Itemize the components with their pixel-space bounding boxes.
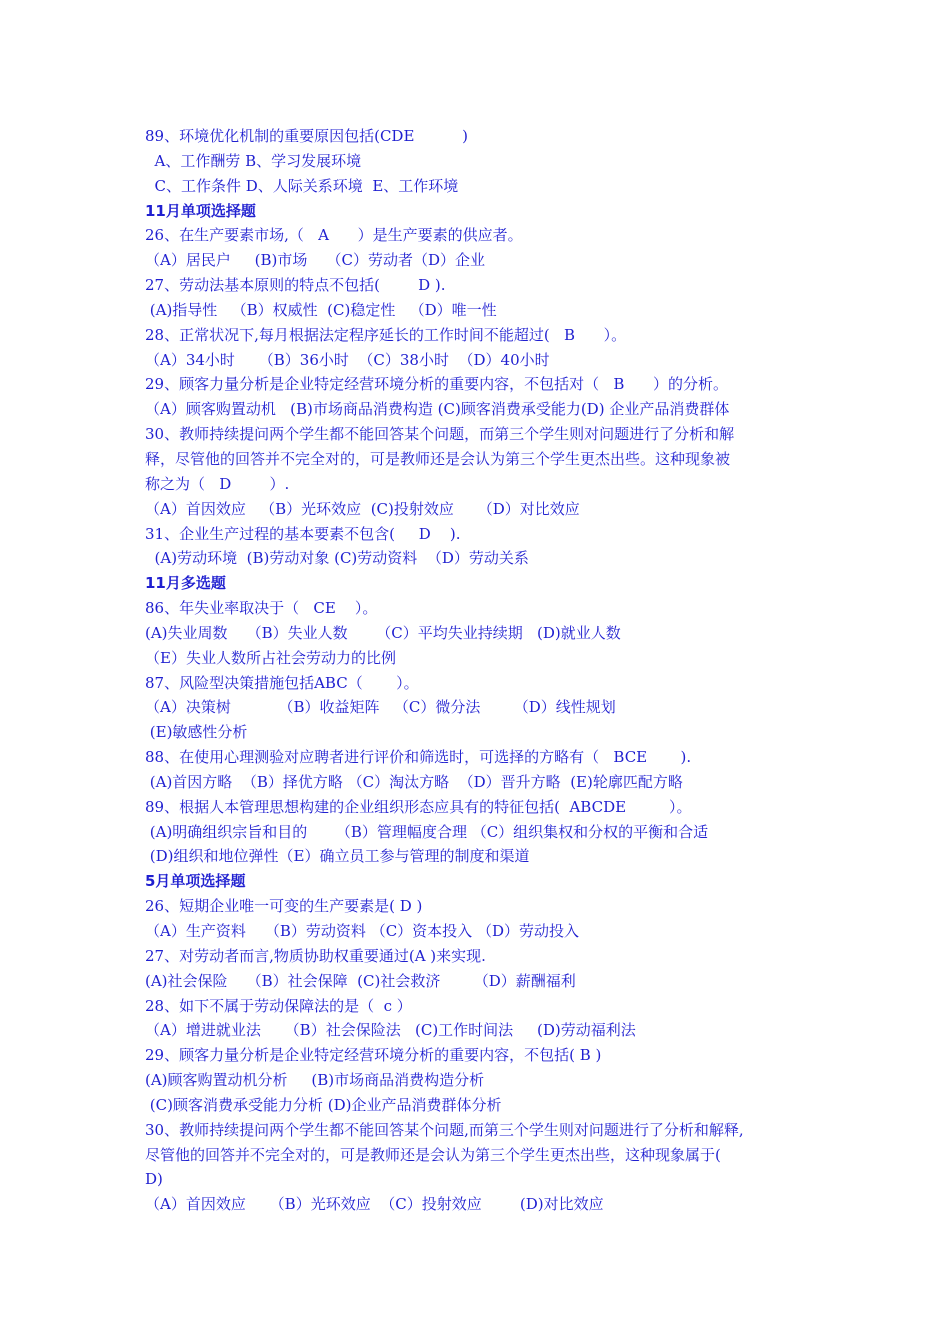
section-heading-nov-multiple-choice: 11月多选题 bbox=[145, 574, 226, 593]
question-86-text: 86、年失业率取决于（ CE ）。 bbox=[145, 599, 378, 618]
question-89-options-abc: (A)明确组织宗旨和目的 （B）管理幅度合理 （C）组织集权和分权的平衡和合适 bbox=[145, 822, 709, 841]
question-30-nov-options: （A）首因效应 （B）光环效应 (C)投射效应 （D）对比效应 bbox=[145, 499, 580, 518]
question-27-nov-text: 27、劳动法基本原则的特点不包括( D ). bbox=[145, 276, 446, 295]
question-89-text: 89、根据人本管理思想构建的企业组织形态应具有的特征包括( ABCDE ）。 bbox=[145, 797, 692, 816]
section-heading-nov-single-choice: 11月单项选择题 bbox=[145, 201, 256, 220]
question-30-nov-text-3: 称之为（ D ）. bbox=[145, 474, 290, 493]
question-29-may-options-ab: (A)顾客购置动机分析 (B)市场商品消费构造分析 bbox=[145, 1071, 485, 1090]
question-88-text: 88、在使用心理测验对应聘者进行评价和筛选时，可选择的方略有（ BCE ). bbox=[145, 748, 692, 767]
question-89-options-de: (D)组织和地位弹性（E）确立员工参与管理的制度和渠道 bbox=[145, 847, 530, 866]
question-28-may-options: （A）增进就业法 （B）社会保险法 (C)工作时间法 (D)劳动福利法 bbox=[145, 1021, 636, 1040]
question-29-nov-text: 29、顾客力量分析是企业特定经营环境分析的重要内容，不包括对（ B ）的分析。 bbox=[145, 375, 729, 394]
question-89-env-options-cde: C、工作条件 D、人际关系环境 E、工作环境 bbox=[145, 176, 459, 195]
question-87-text: 87、风险型决策措施包括ABC（ ）。 bbox=[145, 673, 419, 692]
question-29-may-options-cd: (C)顾客消费承受能力分析 (D)企业产品消费群体分析 bbox=[145, 1095, 502, 1114]
question-28-nov-options: （A）34小时 （B）36小时 （C）38小时 （D）40小时 bbox=[145, 350, 550, 369]
question-87-option-e: (E)敏感性分析 bbox=[145, 723, 248, 742]
question-27-may-text: 27、对劳动者而言,物质协助权重要通过(A )来实现. bbox=[145, 946, 486, 965]
question-29-may-text: 29、顾客力量分析是企业特定经营环境分析的重要内容，不包括( B ) bbox=[145, 1046, 602, 1065]
section-heading-may-single-choice: 5月单项选择题 bbox=[145, 872, 246, 891]
question-29-nov-options: （A）顾客购置动机 (B)市场商品消费构造 (C)顾客消费承受能力(D) 企业产品消费群体 bbox=[145, 400, 730, 419]
document-page bbox=[145, 124, 825, 1217]
question-30-may-options: （A）首因效应 （B）光环效应 （C）投射效应 (D)对比效应 bbox=[145, 1195, 604, 1214]
question-26-may-options: （A）生产资料 （B）劳动资料 （C）资本投入 （D）劳动投入 bbox=[145, 922, 579, 940]
question-27-nov-options: (A)指导性 （B）权威性 (C)稳定性 （D）唯一性 bbox=[145, 300, 497, 319]
question-31-nov-options: (A)劳动环境 (B)劳动对象 (C)劳动资料 （D）劳动关系 bbox=[145, 549, 529, 568]
question-26-may-text: 26、短期企业唯一可变的生产要素是( D ) bbox=[145, 897, 423, 916]
question-26-nov-options: （A）居民户 (B)市场 （C）劳动者（D）企业 bbox=[145, 251, 485, 270]
question-31-nov-text: 31、企业生产过程的基本要素不包含( D ). bbox=[145, 524, 461, 543]
question-26-nov-text: 26、在生产要素市场,（ A ）是生产要素的供应者。 bbox=[145, 226, 523, 245]
question-88-options: (A)首因方略 （B）择优方略 （C）淘汰方略 （D）晋升方略 (E)轮廓匹配方略 bbox=[145, 772, 683, 791]
question-30-nov-text-2: 释，尽管他的回答并不完全对的，可是教师还是会认为第三个学生更杰出些。这种现象被 bbox=[145, 449, 731, 468]
question-30-may-text-3: D) bbox=[145, 1170, 163, 1189]
question-30-may-text-1: 30、教师持续提问两个学生都不能回答某个问题,而第三个学生则对问题进行了分析和解释, bbox=[145, 1120, 744, 1139]
question-86-option-e: （E）失业人数所占社会劳动力的比例 bbox=[145, 648, 396, 667]
question-30-may-text-2: 尽管他的回答并不完全对的，可是教师还是会认为第三个学生更杰出些，这种现象属于( bbox=[145, 1145, 721, 1164]
question-89-env-options-ab: A、工作酬劳 B、学习发展环境 bbox=[145, 151, 362, 170]
question-28-nov-text: 28、正常状况下,每月根据法定程序延长的工作时间不能超过( B ）。 bbox=[145, 325, 627, 344]
question-89-env-text: 89、环境优化机制的重要原因包括(CDE ) bbox=[145, 127, 468, 145]
question-30-nov-text-1: 30、教师持续提问两个学生都不能回答某个问题，而第三个学生则对问题进行了分析和解 bbox=[145, 425, 735, 444]
question-27-may-options: (A)社会保险 （B）社会保障 (C)社会救济 （D）薪酬福利 bbox=[145, 971, 576, 990]
question-28-may-text: 28、如下不属于劳动保障法的是（ c ） bbox=[145, 996, 412, 1015]
question-87-options-abcd: （A）决策树 （B）收益矩阵 （C）微分法 （D）线性规划 bbox=[145, 698, 616, 717]
question-86-options-abcd: (A)失业周数 （B）失业人数 （C）平均失业持续期 (D)就业人数 bbox=[145, 623, 621, 642]
